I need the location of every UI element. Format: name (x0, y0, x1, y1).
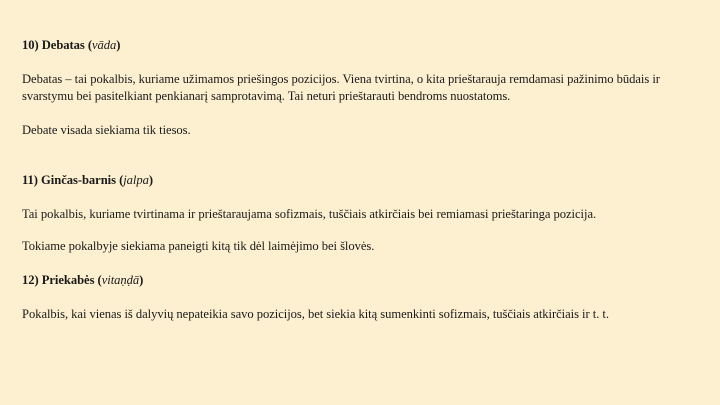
section-10-heading: 10) Debatas (vāda) (22, 38, 121, 52)
section-11-heading: 11) Ginčas-barnis (jalpa) (22, 173, 154, 187)
section-12-title: 12) Priekabės (22, 273, 95, 287)
section-12-paragraph-1: Pokalbis, kai vienas iš dalyvių nepateikia savo pozicijos, bet siekia kitą sumenkinti sofizmais, tuščiais atkirčiais ir t. t. (22, 307, 609, 321)
section-11-paragraph-1: Tai pokalbis, kuriame tvirtinama ir prieštaraujama sofizmais, tuščiais atkirčiais bei remiamasi prieštaringa pozicija. (22, 207, 597, 221)
section-10-paragraph-2: Debate visada siekiama tik tiesos. (22, 123, 191, 137)
section-12-term: vitaṇḍā (101, 273, 140, 287)
section-11-title: 11) Ginčas-barnis (22, 173, 116, 187)
section-11-term: jalpa (123, 173, 149, 187)
section-10-term: vāda (92, 38, 117, 52)
section-11-paragraph-2: Tokiame pokalbyje siekiama paneigti kitą tik dėl laimėjimo bei šlovės. (22, 239, 375, 253)
section-10-title: 10) Debatas (22, 38, 85, 52)
section-12-heading: 12) Priekabės (vitaṇḍā) (22, 273, 144, 287)
section-10-paragraph-1: Debatas – tai pokalbis, kuriame užimamos priešingos pozicijos. Viena tvirtina, o kita prieštarauja remdamasi pažinimo būdais ir svarstymu bei pasitelkiant penkianarį samprotavimą. Tai neturi prieštarauti bendroms nuostatoms. (22, 72, 660, 103)
